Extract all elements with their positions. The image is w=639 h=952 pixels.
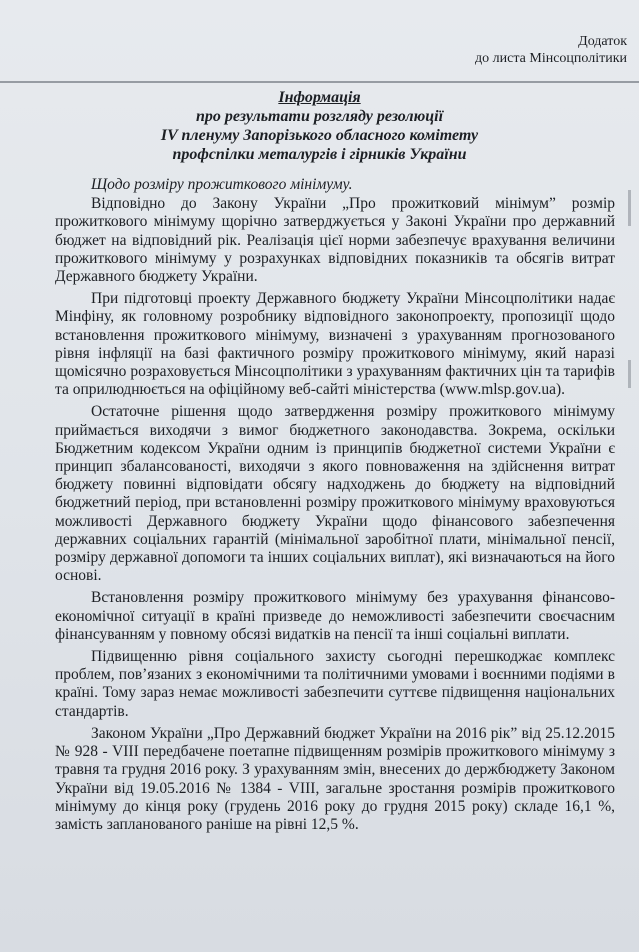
document-header bbox=[0, 88, 639, 164]
document-body bbox=[55, 176, 615, 838]
page-fold-line bbox=[0, 81, 639, 83]
paragraph-2: При підготовці проекту Державного бюджету України Мінсоцполітики надає Мінфіну, як головному розробнику відповідного законопроекту, пропозиції щодо встановлення прожиткового мінімуму, визначені з урахуванням прогнозованого рівня інфляції на базі фактичного розміру прожиткового мінімуму, який наразі щомісячно розраховується Мінсоцполітики з урахуванням фактичних цін та тарифів та оприлюднюється на офіційному веб-сайті міністерства (www.mlsp.gov.ua). bbox=[55, 290, 615, 399]
attachment-line-2: до листа Мінсоцполітики bbox=[475, 51, 627, 66]
header-line-4: профспілки металургів і гірників України bbox=[172, 146, 467, 163]
paragraph-1: Відповідно до Закону України „Про прожитковий мінімум” розмір прожиткового мінімуму щорічно затверджується у Законі України про державний бюджет на відповідний рік. Реалізація цієї норми забезпечує врахування величини прожиткового мінімуму у розрахунках відповідних показників та обсягів витрат Державного бюджету України. bbox=[55, 195, 615, 286]
paragraph-5: Підвищенню рівня соціального захисту сьогодні перешкоджає комплекс проблем, пов’язаних з економічними та політичними умовами і воєнними подіями в країні. Тому зараз немає можливості забезпечити суттєве підвищення національних стандартів. bbox=[55, 648, 615, 720]
document-title: Інформація bbox=[278, 89, 361, 106]
margin-mark bbox=[628, 360, 631, 388]
margin-mark bbox=[628, 190, 631, 226]
paragraph-3: Остаточне рішення щодо затвердження розміру прожиткового мінімуму приймається виходячи з вимог бюджетного законодавства. Зокрема, оскільки Бюджетним кодексом України одним із принципів бюджетної системи України є принцип збалансованості, виходячи з якого повноваження на здійснення витрат бюджету повинні відповідати обсягу надходжень до бюджету на відповідний бюджетний період, при встановленні розміру прожиткового мінімуму враховуються можливості Державного бюджету України щодо фінансового забезпечення державних соціальних гарантій (мінімальної заробітної плати, мінімальної пенсії, розміру державної допомоги та інших соціальних виплат), які визначаються на його основі. bbox=[55, 403, 615, 585]
header-line-3: IV пленуму Запорізького обласного комітету bbox=[160, 127, 479, 144]
section-subheading: Щодо розміру прожиткового мінімуму. bbox=[91, 176, 353, 193]
paragraph-4: Встановлення розміру прожиткового мінімуму без урахування фінансово-економічної ситуації в країні призведе до неможливості забезпечити своєчасним фінансуванням у повному обсязі видатків на пенсії та інші соціальні виплати. bbox=[55, 589, 615, 643]
header-line-2: про результати розгляду резолюції bbox=[195, 108, 444, 125]
attachment-line-1: Додаток bbox=[578, 34, 627, 49]
attachment-note bbox=[427, 33, 627, 67]
paragraph-6: Законом України „Про Державний бюджет України на 2016 рік” від 25.12.2015 № 928 - VIII передбачене поетапне підвищенням розмірів прожиткового мінімуму з травня та грудня 2016 року. З урахуванням змін, внесених до держбюджету Законом України від 19.05.2016 № 1384 - VIII, загальне зростання розмірів прожиткового мінімуму до кінця року (грудень 2016 року до грудня 2015 року) складе 16,1 %, замість запланованого раніше на рівні 12,5 %. bbox=[55, 724, 615, 833]
